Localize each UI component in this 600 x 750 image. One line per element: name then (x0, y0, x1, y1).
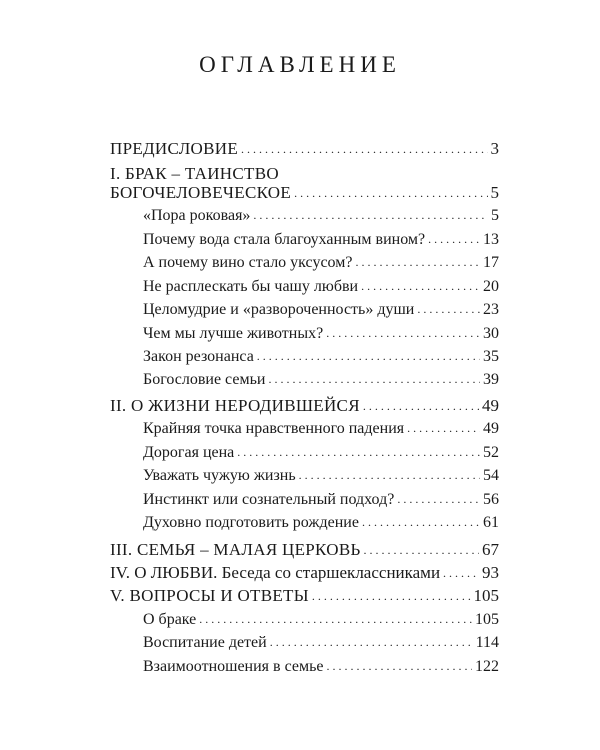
dot-leader (407, 418, 480, 438)
toc-entry-page: 52 (483, 444, 499, 461)
page-title: ОГЛАВЛЕНИЕ (199, 52, 401, 77)
toc-entry-label: II. О ЖИЗНИ НЕРОДИВШЕЙСЯ (110, 396, 360, 415)
toc-entry-label: Инстинкт или сознательный подход? (143, 491, 395, 508)
toc-entry-page: 61 (483, 514, 499, 531)
toc-entry-page: 49 (482, 396, 499, 415)
dot-leader (362, 512, 480, 532)
toc-entry-page: 35 (483, 348, 499, 365)
toc-subentry[interactable] (143, 490, 499, 512)
toc-entry-page: 67 (482, 540, 499, 559)
toc-entry-chapter-5[interactable] (110, 586, 499, 608)
toc-entry-label: Дорогая цена (143, 444, 235, 461)
toc-subentry[interactable] (143, 324, 499, 346)
toc-entry-label: Духовно подготовить рождение (143, 514, 359, 531)
toc-entry-label: V. ВОПРОСЫ И ОТВЕТЫ (110, 586, 309, 605)
toc-entry-label: III. СЕМЬЯ – МАЛАЯ ЦЕРКОВЬ (110, 540, 361, 559)
toc-entry-label: Крайняя точка нравственного падения (143, 420, 405, 437)
toc-subentry[interactable] (143, 347, 499, 369)
toc-entry-page: 5 (490, 183, 499, 202)
toc-entry-label: Целомудрие и «развороченность» души (143, 301, 415, 318)
dot-leader (268, 369, 480, 389)
toc-entry-page: 114 (475, 634, 499, 651)
dot-leader (241, 138, 487, 159)
toc-entry-page: 54 (483, 467, 499, 484)
dot-leader (237, 442, 480, 462)
dot-leader (417, 299, 480, 319)
toc-entry-chapter-1[interactable] (110, 183, 499, 205)
toc-entry-page: 39 (483, 371, 499, 388)
toc-subentry[interactable] (143, 419, 499, 441)
toc-entry-page: 93 (482, 563, 499, 582)
toc-entry-label: Уважать чужую жизнь (143, 467, 296, 484)
dot-leader (253, 205, 488, 225)
toc-entry-page: 17 (483, 254, 499, 271)
dot-leader (327, 656, 472, 676)
toc-subentry[interactable] (143, 513, 499, 535)
toc-entry-page: 105 (475, 611, 499, 628)
toc-entry-label: Воспитание детей (143, 634, 267, 651)
dot-leader (199, 609, 472, 629)
toc-entry-page: 13 (483, 231, 499, 248)
dot-leader (397, 489, 480, 509)
dot-leader (294, 182, 487, 203)
toc-entry-label: «Пора роковая» (143, 207, 251, 224)
toc-entry-label: А почему вино стало уксусом? (143, 254, 353, 271)
dot-leader (326, 323, 480, 343)
toc-entry-page: 20 (483, 278, 499, 295)
toc-entry-chapter-3[interactable] (110, 540, 499, 562)
toc-entry-label: Взаимоотношения в семье (143, 658, 324, 675)
toc-entry-label: Почему вода стала благоуханным вином? (143, 231, 426, 248)
toc-entry-label: IV. О ЛЮБВИ. Беседа со старшеклассниками (110, 563, 441, 582)
dot-leader (270, 632, 473, 652)
toc-entry-label: Закон резонанса (143, 348, 254, 365)
toc-entry-label: Богословие семьи (143, 371, 266, 388)
dot-leader (363, 395, 479, 416)
dot-leader (428, 229, 480, 249)
toc-entry-page: 105 (473, 586, 499, 605)
toc-entry-label: ПРЕДИСЛОВИЕ (110, 139, 239, 158)
toc-entry-page: 3 (490, 139, 499, 158)
toc-entry-chapter-2[interactable] (110, 396, 499, 418)
dot-leader (299, 465, 480, 485)
dot-leader (443, 562, 479, 583)
toc-entry-preface[interactable] (110, 139, 499, 161)
toc-entry-page: 56 (483, 491, 499, 508)
dot-leader (361, 276, 480, 296)
toc-subentry[interactable] (143, 633, 499, 655)
dot-leader (355, 252, 480, 272)
toc-subentry[interactable] (143, 300, 499, 322)
toc-entry-chapter-4[interactable] (110, 563, 499, 585)
dot-leader (364, 539, 479, 560)
toc-entry-label: Не расплескать бы чашу любви (143, 278, 359, 295)
toc-entry-label: О браке (143, 611, 197, 628)
toc-entry-page: 122 (475, 658, 499, 675)
toc-subentry[interactable] (143, 443, 499, 465)
toc-subentry[interactable] (143, 610, 499, 632)
toc-subentry[interactable] (143, 206, 499, 228)
toc-subentry[interactable] (143, 657, 499, 679)
toc-subentry[interactable] (143, 466, 499, 488)
toc-entry-chapter-1-line1[interactable]: I. БРАК – ТАИНСТВО (110, 164, 279, 183)
toc-entry-page: 30 (483, 325, 499, 342)
dot-leader (257, 346, 480, 366)
toc-subentry[interactable] (143, 277, 499, 299)
toc-entry-label: БОГОЧЕЛОВЕЧЕСКОЕ (110, 183, 292, 202)
toc-entry-page: 49 (483, 420, 499, 437)
dot-leader (312, 585, 471, 606)
toc-entry-label: Чем мы лучше животных? (143, 325, 324, 342)
toc-subentry[interactable] (143, 230, 499, 252)
toc-entry-page: 5 (491, 207, 499, 224)
toc-subentry[interactable] (143, 253, 499, 275)
toc-entry-page: 23 (483, 301, 499, 318)
toc-subentry[interactable] (143, 370, 499, 392)
